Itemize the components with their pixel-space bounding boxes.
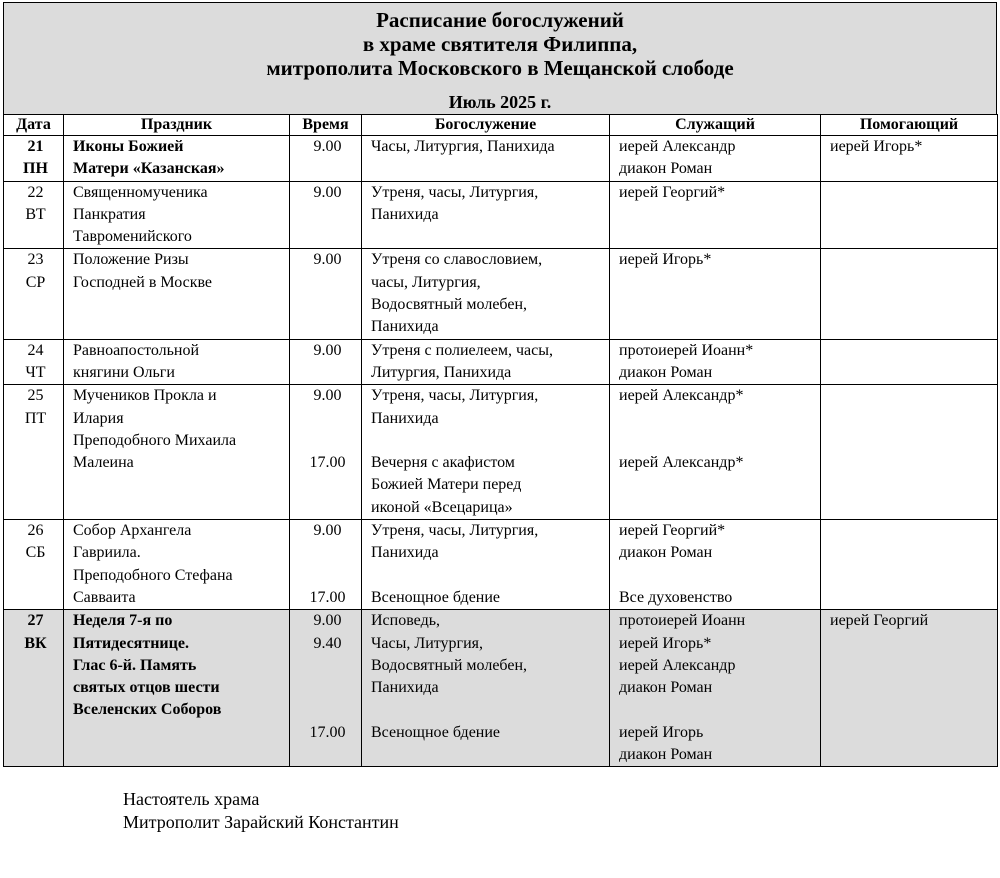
date-cell <box>4 610 64 767</box>
feast-cell-line: Панкратия <box>73 205 146 223</box>
time-cell <box>290 136 362 182</box>
assistant-cell <box>821 249 998 339</box>
service-cell-line: Всенощное бдение <box>371 723 501 741</box>
time-cell-line: 9.00 <box>313 183 342 201</box>
service-cell-line: Вечерня с акафистом <box>371 454 515 472</box>
service-cell-line: Панихида <box>371 318 439 336</box>
feast-cell-line: Вселенских Соборов <box>73 701 222 719</box>
footer-line-1: Настоятель храма <box>123 789 260 809</box>
time-cell-line: 9.00 <box>313 341 342 359</box>
celebrant-cell-line: Все духовенство <box>619 588 733 606</box>
time-cell <box>290 339 362 385</box>
footer-line-2: Митрополит Зарайский Константин <box>123 812 399 832</box>
title-line-3: митрополита Московского в Мещанской слободе <box>266 56 734 80</box>
weekday-label: ПТ <box>24 409 47 427</box>
table-row <box>4 249 998 339</box>
celebrant-cell-line: протоиерей Иоанн <box>619 612 746 630</box>
feast-cell-line: Глас 6-й. Память <box>73 656 197 674</box>
assistant-cell <box>821 136 998 182</box>
celebrant-cell-line <box>619 408 815 430</box>
table-row <box>4 610 998 767</box>
feast-cell-line: Тавроменийского <box>73 228 192 246</box>
time-cell-line <box>299 542 356 564</box>
service-cell-line: Панихида <box>371 205 439 223</box>
col-header-assistant: Помогающий <box>821 115 998 136</box>
time-cell-line: 9.00 <box>313 522 342 540</box>
col-header-celebrant: Служащий <box>610 115 821 136</box>
feast-cell-line: Мучеников Прокла и <box>73 387 217 405</box>
feast-cell-line: Равноапостольной <box>73 341 200 359</box>
schedule-header <box>3 2 997 114</box>
time-cell <box>290 249 362 339</box>
time-cell-line <box>299 699 356 721</box>
weekday-label: СР <box>25 273 46 291</box>
date-cell <box>4 385 64 520</box>
col-header-feast: Праздник <box>64 115 290 136</box>
celebrant-cell-line: иерей Александр* <box>619 387 744 405</box>
celebrant-cell-line <box>619 565 815 587</box>
service-cell-line: Панихида <box>371 409 439 427</box>
feast-cell-line: княгини Ольги <box>73 363 175 381</box>
celebrant-cell <box>610 385 821 520</box>
time-cell <box>290 181 362 249</box>
date-cell <box>4 136 64 182</box>
celebrant-cell-line: диакон Роман <box>619 160 713 178</box>
celebrant-cell-line: иерей Георгий* <box>619 522 726 540</box>
feast-cell-line: Иконы Божией <box>73 138 184 155</box>
feast-cell-line: Матери «Казанская» <box>73 160 225 178</box>
feast-cell-line: Положение Ризы <box>73 251 189 269</box>
service-cell-line: Утреня со славословием, <box>371 251 543 269</box>
day-number: 24 <box>27 341 44 359</box>
service-cell-line <box>371 430 604 452</box>
celebrant-cell <box>610 339 821 385</box>
table-row <box>4 520 998 610</box>
celebrant-cell-line: диакон Роман <box>619 746 713 764</box>
feast-cell-line: Малеина <box>73 454 134 472</box>
table-row <box>4 385 998 520</box>
schedule-table <box>3 114 998 767</box>
date-cell <box>4 339 64 385</box>
col-header-date: Дата <box>4 115 64 136</box>
date-cell <box>4 181 64 249</box>
feast-cell-line: Господней в Москве <box>73 273 213 291</box>
service-cell <box>362 385 610 520</box>
celebrant-cell-line <box>619 430 815 452</box>
assistant-cell-line: иерей Георгий <box>830 612 929 630</box>
feast-cell-line: святых отцов шести <box>73 679 220 697</box>
service-cell-line: Утреня, часы, Литургия, <box>371 183 539 201</box>
service-cell-line <box>371 565 604 587</box>
signature-block <box>123 788 399 834</box>
time-cell-line <box>299 408 356 430</box>
time-cell-line: 9.00 <box>313 387 342 405</box>
assistant-cell <box>821 385 998 520</box>
service-cell-line: Божией Матери перед <box>371 476 522 494</box>
service-cell-line: Всенощное бдение <box>371 588 501 606</box>
service-cell-line: иконой «Всецарица» <box>371 498 513 516</box>
time-cell-line: 17.00 <box>309 723 346 741</box>
celebrant-cell-line: иерей Александр* <box>619 454 744 472</box>
feast-cell-line: Пятидесятнице. <box>73 634 189 652</box>
time-cell-line <box>299 565 356 587</box>
feast-cell <box>64 339 290 385</box>
service-cell-line <box>371 699 604 721</box>
table-header-row <box>4 115 998 136</box>
celebrant-cell <box>610 136 821 182</box>
weekday-label: ВК <box>24 634 47 652</box>
weekday-label: ПН <box>23 160 48 178</box>
feast-cell <box>64 181 290 249</box>
celebrant-cell-line: диакон Роман <box>619 544 713 562</box>
feast-cell <box>64 136 290 182</box>
celebrant-cell-line: иерей Игорь* <box>619 251 712 269</box>
title-line-1: Расписание богослужений <box>376 8 624 32</box>
service-cell-line: Литургия, Панихида <box>371 363 512 381</box>
feast-cell <box>64 610 290 767</box>
service-cell-line: Утреня, часы, Литургия, <box>371 387 539 405</box>
service-cell <box>362 520 610 610</box>
feast-cell <box>64 385 290 520</box>
feast-cell <box>64 249 290 339</box>
assistant-cell <box>821 339 998 385</box>
celebrant-cell-line: иерей Александр <box>619 656 736 674</box>
weekday-label: ВТ <box>25 205 46 223</box>
feast-cell-line: Неделя 7-я по <box>73 612 173 630</box>
feast-cell-line: Илария <box>73 409 124 427</box>
feast-cell-line: Священномученика <box>73 183 208 201</box>
time-cell <box>290 610 362 767</box>
day-number: 27 <box>27 612 44 630</box>
day-number: 22 <box>27 183 44 201</box>
celebrant-cell-line: иерей Игорь* <box>619 634 712 652</box>
time-cell-line: 17.00 <box>309 454 346 472</box>
time-cell-line: 9.00 <box>313 251 342 269</box>
table-row <box>4 339 998 385</box>
service-cell <box>362 610 610 767</box>
time-cell-line: 9.40 <box>313 634 342 652</box>
assistant-cell <box>821 181 998 249</box>
service-cell-line: Часы, Литургия, Панихида <box>371 138 555 155</box>
celebrant-cell <box>610 249 821 339</box>
month-label: Июль 2025 г. <box>448 92 552 112</box>
time-cell <box>290 520 362 610</box>
celebrant-cell-line: иерей Александр <box>619 138 736 155</box>
day-number: 21 <box>27 138 44 155</box>
time-cell-line: 9.00 <box>313 138 342 155</box>
table-row <box>4 181 998 249</box>
date-cell <box>4 520 64 610</box>
title-line-2: в храме святителя Филиппа, <box>362 32 638 56</box>
schedule-sheet <box>3 2 997 767</box>
feast-cell-line: Преподобного Михаила <box>73 431 237 449</box>
celebrant-cell-line: иерей Георгий* <box>619 183 726 201</box>
service-cell <box>362 249 610 339</box>
celebrant-cell-line: диакон Роман <box>619 363 713 381</box>
col-header-service: Богослужение <box>362 115 610 136</box>
time-cell-line: 17.00 <box>309 588 346 606</box>
celebrant-cell-line: диакон Роман <box>619 679 713 697</box>
table-row <box>4 136 998 182</box>
service-cell-line: Панихида <box>371 679 439 697</box>
assistant-cell-line: иерей Игорь* <box>830 138 923 155</box>
time-cell <box>290 385 362 520</box>
time-cell-line <box>299 655 356 677</box>
feast-cell-line: Гавриила. <box>73 544 141 562</box>
service-cell-line: Панихида <box>371 544 439 562</box>
feast-cell-line: Савваита <box>73 588 136 606</box>
weekday-label: ЧТ <box>25 363 46 381</box>
celebrant-cell-line: иерей Игорь <box>619 723 704 741</box>
assistant-cell <box>821 610 998 767</box>
time-cell-line: 9.00 <box>313 612 342 630</box>
day-number: 23 <box>27 251 44 269</box>
service-cell-line: Часы, Литургия, <box>371 634 484 652</box>
time-cell-line <box>299 677 356 699</box>
service-cell-line: Исповедь, <box>371 612 441 630</box>
assistant-cell <box>821 520 998 610</box>
day-number: 25 <box>27 387 44 405</box>
service-cell <box>362 181 610 249</box>
day-number: 26 <box>27 522 44 540</box>
col-header-time: Время <box>290 115 362 136</box>
celebrant-cell <box>610 520 821 610</box>
service-cell-line: Водосвятный молебен, <box>371 656 528 674</box>
service-cell-line: часы, Литургия, <box>371 273 481 291</box>
feast-cell-line: Собор Архангела <box>73 522 192 540</box>
celebrant-cell <box>610 610 821 767</box>
service-cell-line: Водосвятный молебен, <box>371 296 528 314</box>
time-cell-line <box>299 430 356 452</box>
date-cell <box>4 249 64 339</box>
service-cell-line: Утреня, часы, Литургия, <box>371 522 539 540</box>
service-cell <box>362 339 610 385</box>
celebrant-cell <box>610 181 821 249</box>
schedule-body <box>4 136 998 767</box>
feast-cell-line: Преподобного Стефана <box>73 566 233 584</box>
weekday-label: СБ <box>25 544 46 562</box>
service-cell-line: Утреня с полиелеем, часы, <box>371 341 553 359</box>
celebrant-cell-line <box>619 699 815 721</box>
feast-cell <box>64 520 290 610</box>
service-cell <box>362 136 610 182</box>
celebrant-cell-line: протоиерей Иоанн* <box>619 341 754 359</box>
